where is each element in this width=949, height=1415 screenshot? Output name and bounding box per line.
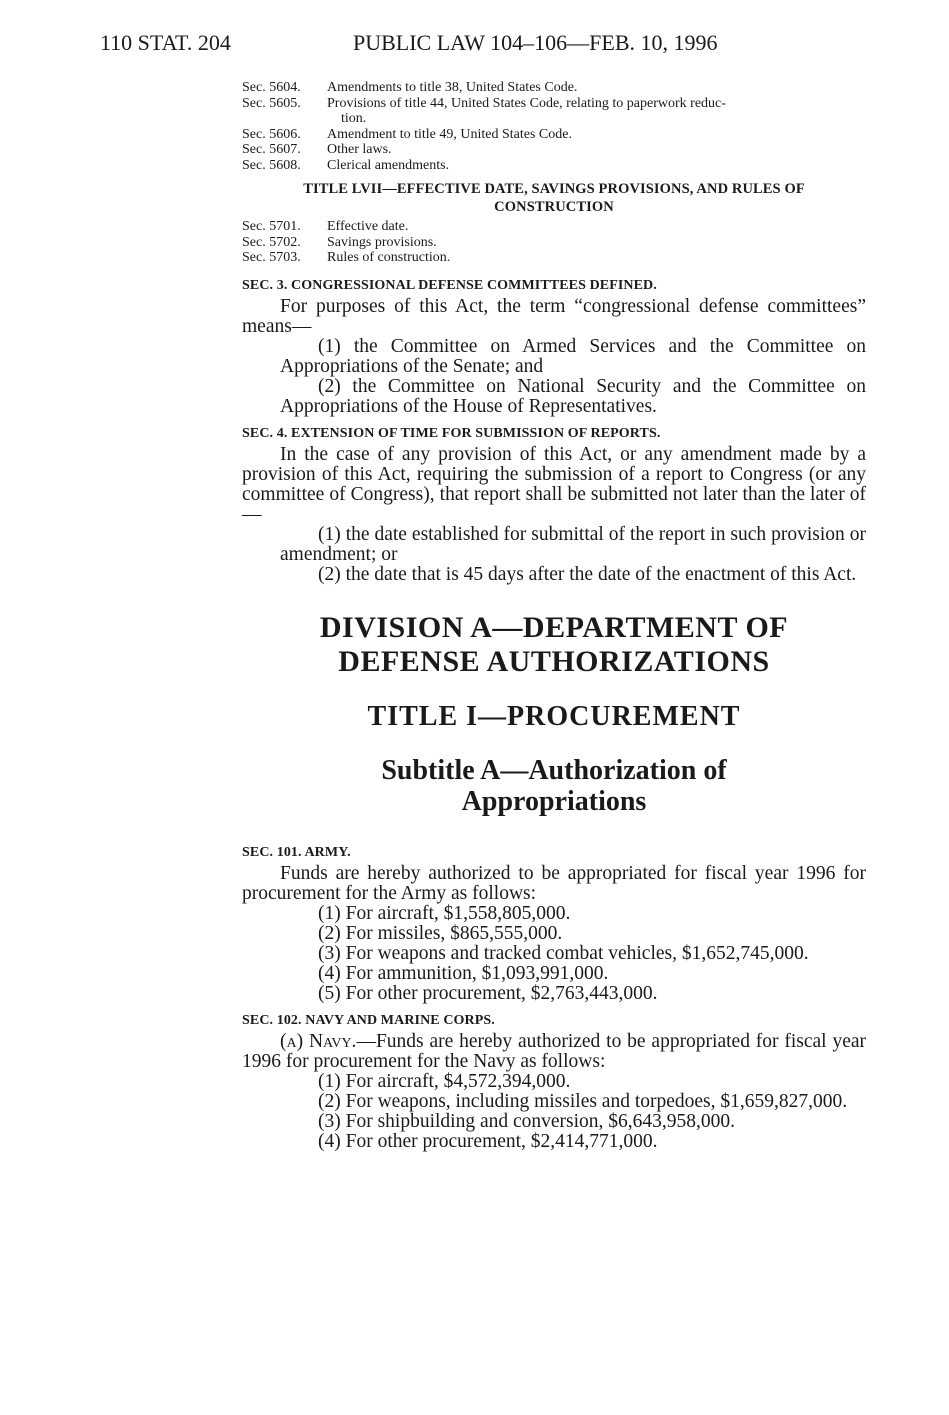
division-a-heading [242, 611, 866, 679]
toc-title-line-1: TITLE LVII—EFFECTIVE DATE, SAVINGS PROVISIONS, AND RULES OF [303, 181, 805, 197]
section-101-item-2: (2) For missiles, $865,555,000. [318, 922, 563, 944]
toc-title-line: Provisions of title 44, United States Code, relating to paperwork reduc- [327, 95, 726, 111]
public-law-citation: PUBLIC LAW 104–106—FEB. 10, 1996 [353, 30, 718, 55]
section-102-item-4: (4) For other procurement, $2,414,771,000. [318, 1130, 658, 1152]
section-101-item-4: (4) For ammunition, $1,093,991,000. [318, 962, 609, 984]
toc-section-title: Other laws. [327, 142, 392, 157]
section-4-item-1: (1) the date established for submittal of the report in such provision or amendment; or [280, 523, 866, 565]
toc-section-title: Amendments to title 38, United States Code. [327, 80, 578, 95]
title-i-heading: TITLE I—PROCUREMENT [367, 700, 741, 732]
toc-title-line-2: CONSTRUCTION [494, 199, 614, 215]
section-101-item-3: (3) For weapons and tracked combat vehicles, $1,652,745,000. [318, 942, 809, 964]
division-heading-line-1: DIVISION A—DEPARTMENT OF [319, 610, 789, 644]
section-3-item-1: (1) the Committee on Armed Services and the Committee on Appropriations of the Senate; and [280, 335, 866, 377]
toc-section-title: Effective date. [327, 219, 409, 234]
toc-entry [242, 80, 866, 96]
division-heading-line-2: DEFENSE AUTHORIZATIONS [338, 644, 770, 678]
toc-entry [242, 127, 866, 143]
toc-entry [242, 142, 866, 158]
running-header [0, 30, 949, 60]
section-4-heading: SEC. 4. EXTENSION OF TIME FOR SUBMISSION OF REPORTS. [242, 425, 661, 441]
subtitle-heading-line-1: Subtitle A—Authorization of [381, 754, 727, 786]
subtitle-a-heading [242, 755, 866, 817]
subtitle-heading-line-2: Appropriations [461, 785, 647, 817]
toc-section-title: Rules of construction. [327, 250, 451, 265]
toc-section-number: Sec. 5701. [242, 219, 301, 234]
toc-section-title [327, 96, 866, 127]
section-3-body [242, 297, 866, 417]
section-4-item-2: (2) the date that is 45 days after the date of the enactment of this Act. [318, 563, 857, 585]
section-101-item-5: (5) For other procurement, $2,763,443,000. [318, 982, 658, 1004]
toc-section-number: Sec. 5703. [242, 250, 301, 265]
toc-section-number: Sec. 5604. [242, 80, 301, 95]
section-3-item-2: (2) the Committee on National Security and the Committee on Appropriations of the House of Representatives. [280, 375, 866, 417]
section-101-item-1: (1) For aircraft, $1,558,805,000. [318, 902, 571, 924]
section-102-intro [242, 1032, 866, 1072]
section-102-body [242, 1032, 866, 1152]
stat-page-reference: 110 STAT. 204 [100, 30, 231, 55]
section-4-intro: In the case of any provision of this Act, or any amendment made by a provision of this Act, requiring the submission of a report to Congress (or any committee of Congress), that report shall be submitted not later than the later of— [242, 443, 866, 525]
toc-entry [242, 235, 866, 251]
toc-section-title: Clerical amendments. [327, 157, 450, 173]
toc-entry [242, 219, 866, 235]
section-3-intro: For purposes of this Act, the term “congressional defense committees” means— [242, 295, 866, 337]
section-102-item-1: (1) For aircraft, $4,572,394,000. [318, 1070, 571, 1092]
section-3-heading: SEC. 3. CONGRESSIONAL DEFENSE COMMITTEES DEFINED. [242, 277, 657, 293]
subsection-a-label: (a) Navy. [280, 1030, 357, 1052]
toc-entry [242, 158, 866, 174]
toc-title-lvii-heading [242, 179, 866, 215]
toc-title-continuation: tion. [341, 111, 367, 126]
toc-section-number: Sec. 5605. [242, 95, 301, 111]
table-of-contents-part-a [242, 80, 866, 173]
toc-section-title: Amendment to title 49, United States Code. [327, 126, 572, 142]
section-102-item-3: (3) For shipbuilding and conversion, $6,643,958,000. [318, 1110, 736, 1132]
section-101-body [242, 864, 866, 1004]
section-101-heading: SEC. 101. ARMY. [242, 844, 351, 860]
section-4-body [242, 445, 866, 585]
toc-section-title: Savings provisions. [327, 234, 437, 250]
toc-section-number: Sec. 5702. [242, 234, 301, 250]
table-of-contents-part-b [242, 219, 866, 266]
section-101-intro: Funds are hereby authorized to be appropriated for fiscal year 1996 for procurement for the Army as follows: [242, 862, 866, 904]
section-102-item-2: (2) For weapons, including missiles and torpedoes, $1,659,827,000. [318, 1090, 848, 1112]
subsection-a-text: —Funds are hereby authorized to be appropriated for fiscal year 1996 for procurement for the Navy as follows: [242, 1030, 866, 1072]
toc-entry [242, 96, 866, 127]
text-column [242, 80, 866, 1152]
toc-section-number: Sec. 5608. [242, 157, 301, 173]
section-102-heading: SEC. 102. NAVY AND MARINE CORPS. [242, 1012, 495, 1028]
toc-section-number: Sec. 5606. [242, 126, 301, 142]
toc-entry [242, 250, 866, 266]
toc-section-number: Sec. 5607. [242, 142, 301, 157]
